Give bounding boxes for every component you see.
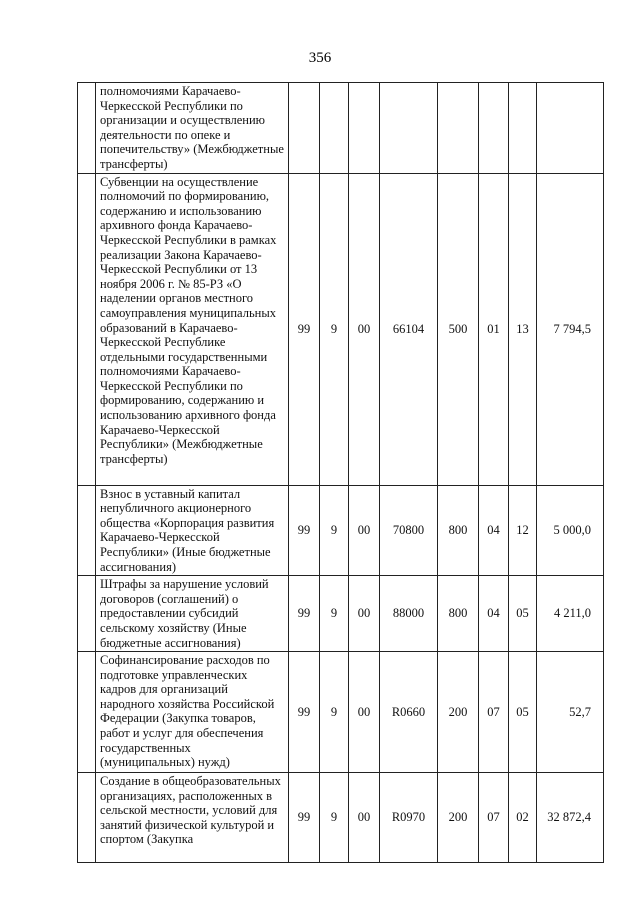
direction-cell: R0660	[380, 652, 438, 773]
subprogram-cell: 9	[320, 173, 349, 485]
blank-cell	[78, 485, 96, 576]
pr-cell: 02	[509, 773, 537, 863]
direction-cell: 66104	[380, 173, 438, 485]
group-cell: 00	[349, 173, 380, 485]
subprogram-cell: 9	[320, 485, 349, 576]
group-cell: 00	[349, 773, 380, 863]
expense-name-cell: Субвенции на осуществление полномочий по формированию, содержанию и использованию архивного фонда Карачаево-Черкесской Республики в рамках реализации Закона Карачаево-Черкесской Республики от 13 ноября 2006 г. № 85-РЗ «О наделении органов местного самоуправления муниципальных образований в Карачаево-Черкесской Республике отдельными государственными полномочиями Карачаево-Черкесской Республики по формированию, содержанию и использованию архивного фонда Карачаево-Черкесской Республики» (Межбюджетные трансферты)	[96, 173, 289, 485]
rz-cell: 04	[479, 576, 509, 652]
pr-cell	[509, 83, 537, 174]
blank-cell	[78, 83, 96, 174]
blank-cell	[78, 173, 96, 485]
pr-cell: 05	[509, 652, 537, 773]
vr-cell: 200	[438, 773, 479, 863]
vr-cell: 800	[438, 485, 479, 576]
rz-cell: 01	[479, 173, 509, 485]
blank-cell	[78, 773, 96, 863]
table-row	[78, 173, 604, 485]
program-cell: 99	[289, 485, 320, 576]
table-row	[78, 485, 604, 576]
expense-name-cell: Софинансирование расходов по подготовке управленческих кадров для организаций народного хозяйства Российской Федерации (Закупка товаров, работ и услуг для обеспечения государственных (муниципальных) нужд)	[96, 652, 289, 773]
expense-name-cell: Взнос в уставный капитал непубличного акционерного общества «Корпорация развития Карачаево-Черкесской Республики» (Иные бюджетные ассигнования)	[96, 485, 289, 576]
pr-cell: 13	[509, 173, 537, 485]
vr-cell: 500	[438, 173, 479, 485]
amount-cell	[537, 83, 604, 174]
table-row	[78, 576, 604, 652]
vr-cell: 800	[438, 576, 479, 652]
program-cell	[289, 83, 320, 174]
amount-cell: 52,7	[537, 652, 604, 773]
program-cell: 99	[289, 576, 320, 652]
rz-cell: 07	[479, 652, 509, 773]
amount-cell: 7 794,5	[537, 173, 604, 485]
amount-cell: 32 872,4	[537, 773, 604, 863]
expense-name-cell: Создание в общеобразовательных организациях, расположенных в сельской местности, условий для занятий физической культурой и спортом (Закупка	[96, 773, 289, 863]
direction-cell: 70800	[380, 485, 438, 576]
subprogram-cell: 9	[320, 652, 349, 773]
amount-cell: 5 000,0	[537, 485, 604, 576]
subprogram-cell	[320, 83, 349, 174]
budget-table-body	[78, 83, 604, 863]
group-cell: 00	[349, 576, 380, 652]
rz-cell: 07	[479, 773, 509, 863]
pr-cell: 12	[509, 485, 537, 576]
table-row	[78, 652, 604, 773]
vr-cell	[438, 83, 479, 174]
group-cell: 00	[349, 652, 380, 773]
group-cell: 00	[349, 485, 380, 576]
expense-name-cell: полномочиями Карачаево-Черкесской Республики по организации и осуществлению деятельности по опеке и попечительству» (Межбюджетные трансферты)	[96, 83, 289, 174]
subprogram-cell: 9	[320, 576, 349, 652]
table-row	[78, 83, 604, 174]
blank-cell	[78, 652, 96, 773]
expense-name-cell: Штрафы за нарушение условий договоров (соглашений) о предоставлении субсидий сельскому хозяйству (Иные бюджетные ассигнования)	[96, 576, 289, 652]
program-cell: 99	[289, 652, 320, 773]
direction-cell: 88000	[380, 576, 438, 652]
blank-cell	[78, 576, 96, 652]
budget-table	[77, 82, 604, 863]
pr-cell: 05	[509, 576, 537, 652]
rz-cell: 04	[479, 485, 509, 576]
vr-cell: 200	[438, 652, 479, 773]
program-cell: 99	[289, 173, 320, 485]
rz-cell	[479, 83, 509, 174]
amount-cell: 4 211,0	[537, 576, 604, 652]
page-number: 356	[308, 50, 332, 66]
group-cell	[349, 83, 380, 174]
program-cell: 99	[289, 773, 320, 863]
table-row	[78, 773, 604, 863]
subprogram-cell: 9	[320, 773, 349, 863]
direction-cell: R0970	[380, 773, 438, 863]
direction-cell	[380, 83, 438, 174]
